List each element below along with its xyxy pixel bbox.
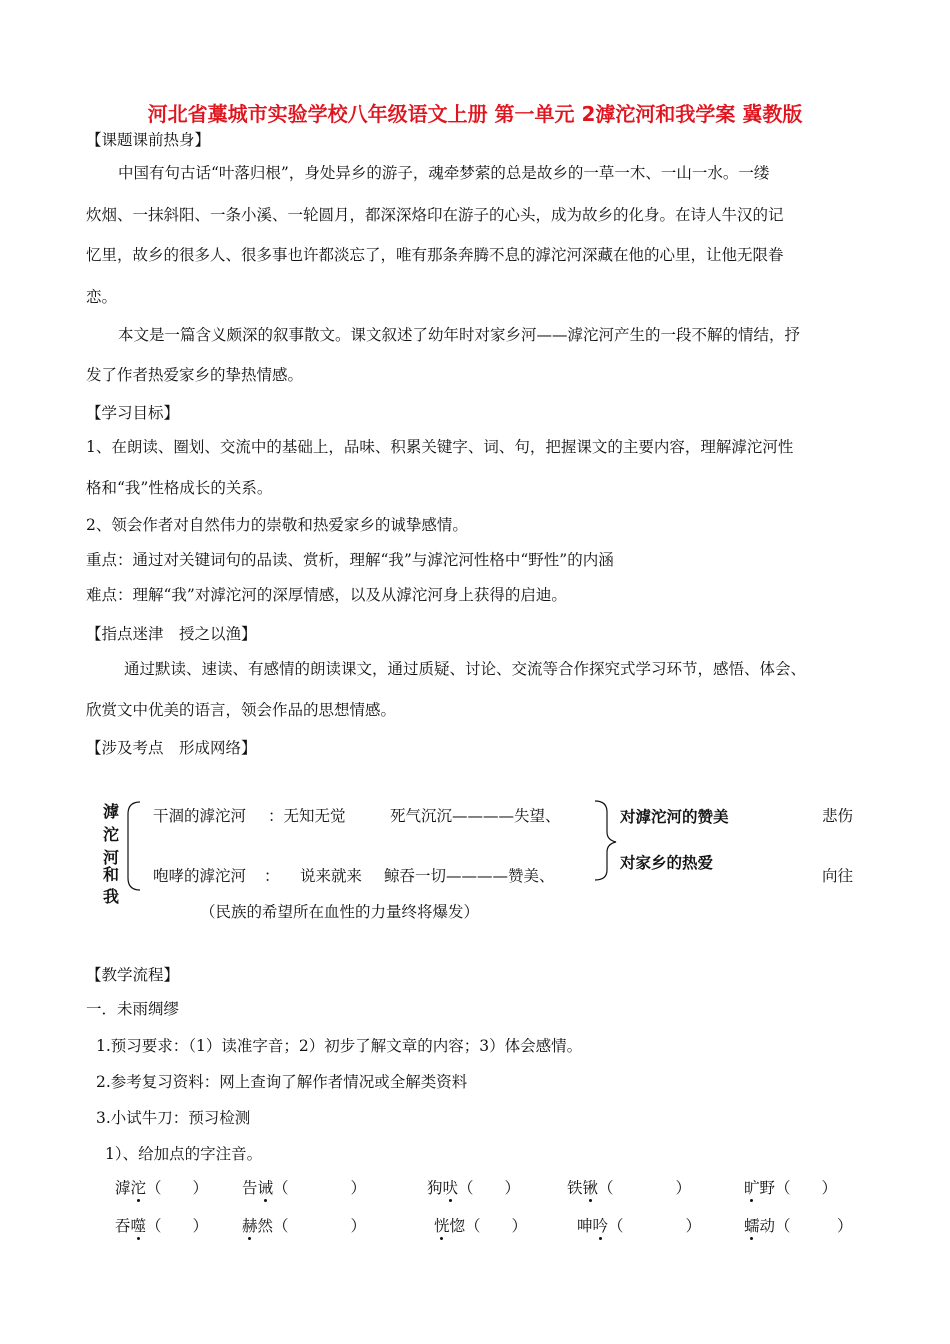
goal-line-3: 2、领会作者对自然伟力的崇敬和热爱家乡的诚挚感情。: [86, 516, 468, 534]
right-brace: [595, 801, 616, 880]
diagram-right-2: 对家乡的热爱: [620, 854, 714, 872]
answer-blank[interactable]: （ ）: [273, 1179, 367, 1197]
pinyin-item: 铁锹（ ）: [567, 1179, 692, 1197]
answer-blank[interactable]: （ ）: [146, 1179, 209, 1197]
emphasis-char: 吠: [442, 1179, 459, 1197]
pinyin-item: 呻吟（ ）: [577, 1217, 702, 1235]
answer-blank[interactable]: （ ）: [775, 1217, 853, 1235]
row2-colon: ：: [264, 867, 280, 885]
answer-blank[interactable]: （ ）: [608, 1217, 702, 1235]
diagram-far-1: 悲伤: [822, 807, 854, 825]
exam-heading: 【涉及考点 形成网络】: [86, 739, 257, 757]
diagram-vertical-char-1: 滹: [102, 802, 119, 821]
pinyin-item: 吞噬（ ）: [115, 1217, 209, 1235]
goal-line-2: 格和“我”性格成长的关系。: [86, 479, 273, 497]
emphasis-char: 蠕: [744, 1217, 760, 1235]
row2-trait: 说来就来: [300, 867, 363, 885]
warmup-line-3: 忆里，故乡的很多人、很多事也许都淡忘了，唯有那条奔腾不息的滹沱河深藏在他的心里，让他无限眷: [86, 246, 784, 264]
pinyin-item: 狗吠（ ）: [427, 1179, 521, 1197]
key-point: 重点：通过对关键词句的品读、赏析，理解“我”与滹沱河性格中“野性”的内涵: [86, 551, 614, 569]
row2-subject: 咆哮的滹沱河: [153, 867, 247, 885]
emphasis-char: 诫: [257, 1179, 274, 1197]
pinyin-item: 告诫（ ）: [242, 1179, 367, 1197]
pinyin-item: 滹沱（ ）: [115, 1179, 209, 1197]
answer-blank[interactable]: （ ）: [598, 1179, 692, 1197]
emphasis-char: 噬: [130, 1217, 147, 1235]
diagram-far-2: 向往: [822, 867, 854, 885]
tips-heading: 【指点迷津 授之以渔】: [86, 625, 257, 643]
tips-line-1: 通过默读、速读、有感情的朗读课文，通过质疑、讨论、交流等合作探究式学习环节，感悟、体会、: [124, 660, 807, 678]
flow-heading: 【教学流程】: [86, 966, 180, 984]
pinyin-item: 恍惚（ ）: [434, 1217, 528, 1235]
summary-line-2: 发了作者热爱家乡的挚热情感。: [86, 366, 304, 384]
emphasis-char: 沱: [130, 1179, 147, 1197]
row2-result: 鲸吞一切————赞美、: [384, 867, 555, 885]
answer-blank[interactable]: （ ）: [458, 1179, 521, 1197]
flow-item-1: 1.预习要求：（1）读准字音；2）初步了解文章的内容；3）体会感情。: [96, 1037, 583, 1055]
flow-part-1: 一．未雨绸缪: [86, 1000, 180, 1018]
row1-result: 死气沉沉————失望、: [390, 807, 561, 825]
row1-subject: 干涸的滹沱河: [153, 807, 247, 825]
row1-trait: ：无知无觉: [268, 807, 346, 825]
answer-blank[interactable]: （ ）: [273, 1217, 367, 1235]
diagram-vertical-char-4: 和: [102, 865, 119, 884]
diagram-vertical-char-3: 河: [102, 848, 119, 867]
answer-blank[interactable]: （ ）: [146, 1217, 209, 1235]
emphasis-char: 锹: [582, 1179, 599, 1197]
warmup-line-2: 炊烟、一抹斜阳、一条小溪、一轮圆月，都深深烙印在游子的心头，成为故乡的化身。在诗人牛汉的记: [86, 206, 784, 224]
warmup-heading: 【课题课前热身】: [86, 131, 211, 149]
diagram-vertical-char-5: 我: [102, 887, 119, 906]
answer-blank[interactable]: （ ）: [465, 1217, 528, 1235]
warmup-line-4: 恋。: [86, 288, 118, 306]
flow-sub-1: 1）、给加点的字注音。: [105, 1145, 263, 1163]
answer-blank[interactable]: （ ）: [775, 1179, 838, 1197]
emphasis-char: 吟: [592, 1217, 609, 1235]
diagram-right-1: 对滹沱河的赞美: [620, 808, 729, 826]
warmup-line-1: 中国有句古话“叶落归根”，身处异乡的游子，魂牵梦萦的总是故乡的一草一木、一山一水。一缕: [118, 164, 770, 182]
emphasis-char: 赫: [242, 1217, 258, 1235]
goals-heading: 【学习目标】: [86, 404, 180, 422]
pinyin-item: 赫然（ ）: [242, 1217, 367, 1235]
flow-item-3: 3.小试牛刀：预习检测: [96, 1109, 251, 1127]
summary-line-1: 本文是一篇含义颇深的叙事散文。课文叙述了幼年时对家乡河——滹沱河产生的一段不解的情结，抒: [118, 326, 801, 344]
goal-line-1: 1、在朗读、圈划、交流中的基础上，品味、积累关键字、词、句，把握课文的主要内容，理解滹沱河性: [86, 438, 794, 456]
pinyin-item: 旷野（ ）: [744, 1179, 838, 1197]
emphasis-char: 旷: [744, 1179, 760, 1197]
difficult-point: 难点：理解“我”对滹沱河的深厚情感，以及从滹沱河身上获得的启迪。: [86, 586, 567, 604]
diagram-vertical-char-2: 沱: [102, 825, 119, 844]
diagram-note: （民族的希望所在血性的力量终将爆发）: [200, 903, 480, 921]
document-title: 河北省藁城市实验学校八年级语文上册 第一单元 2滹沱河和我学案 冀教版: [147, 102, 803, 126]
pinyin-item: 蠕动（ ）: [744, 1217, 853, 1235]
left-brace: [128, 802, 140, 890]
tips-line-2: 欣赏文中优美的语言，领会作品的思想情感。: [86, 701, 397, 719]
emphasis-char: 恍: [434, 1217, 450, 1235]
flow-item-2: 2.参考复习资料：网上查询了解作者情况或全解类资料: [96, 1073, 468, 1091]
